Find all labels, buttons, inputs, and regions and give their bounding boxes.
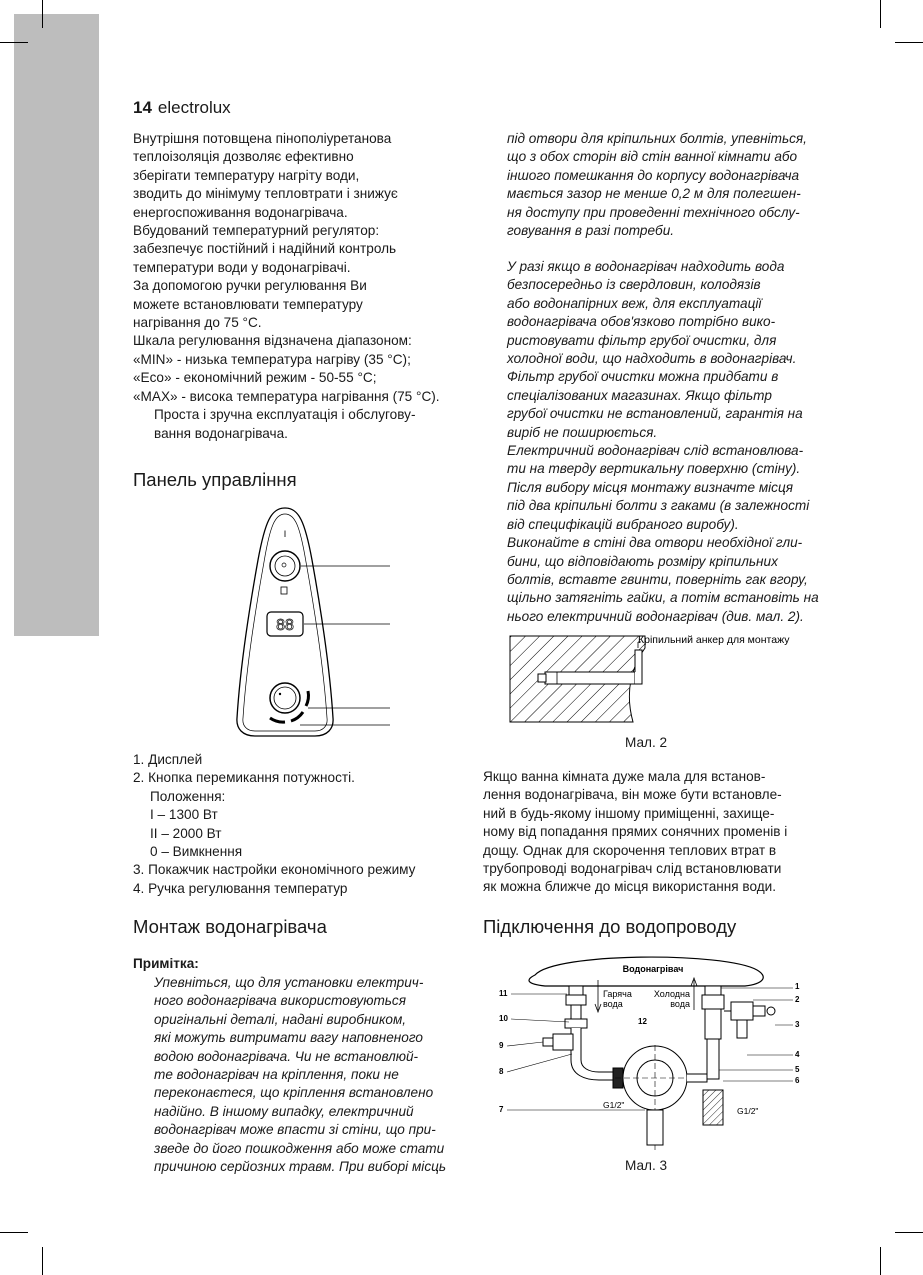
text-line: водонагрівач може впасти зі стіни, що при- bbox=[154, 1122, 436, 1138]
text-line: Якщо ванна кімната дуже мала для встанов- bbox=[483, 769, 766, 784]
list-item: 3. Покажчик настройки економічного режиму bbox=[133, 862, 416, 878]
col2-paragraph-2 bbox=[507, 258, 827, 626]
temperature-knob bbox=[270, 683, 300, 713]
cold-water-pipe bbox=[705, 1009, 721, 1039]
control-panel-figure bbox=[225, 500, 390, 745]
list-item: 0 – Вимкнення bbox=[150, 844, 243, 860]
callout-9: 9 bbox=[499, 1041, 504, 1050]
brand-name: electrolux bbox=[157, 98, 231, 117]
cold-water-label: Холодна bbox=[653, 989, 690, 999]
text-line: ристовувати фільтр грубої очистки, для bbox=[507, 332, 777, 348]
hot-water-pipe bbox=[571, 1028, 613, 1080]
control-panel-heading: Панель управління bbox=[133, 469, 297, 490]
figure-2-anchor bbox=[505, 628, 805, 738]
text-line: болтів, вставте гвинти, поверніть гак вгору, bbox=[507, 571, 808, 587]
page-number: 14 bbox=[133, 98, 152, 117]
intro-paragraph bbox=[133, 130, 478, 443]
list-item: I – 1300 Вт bbox=[150, 807, 218, 823]
text-line: виріб не поширюється. bbox=[507, 424, 658, 440]
anchor-nut bbox=[538, 674, 546, 682]
anchor-hook bbox=[635, 650, 642, 684]
side-tab bbox=[14, 14, 99, 636]
switch-top-label: I bbox=[283, 529, 287, 539]
text-line: бини, що відповідають розміру кріпильних bbox=[507, 553, 778, 569]
thread-right-label: G1/2" bbox=[737, 1106, 759, 1116]
list-item: 4. Ручка регулювання температур bbox=[133, 880, 348, 896]
text-line: те водонагрівач на кріплення, поки не bbox=[154, 1067, 399, 1083]
text-line: За допомогою ручки регулювання Ви bbox=[133, 278, 367, 294]
callout-1: 1 bbox=[795, 982, 800, 991]
text-line: трубопроводі водонагрівач слід встановлювати bbox=[483, 861, 782, 877]
text-line: говування в разі потреби. bbox=[507, 223, 675, 239]
text-line: температури води у водонагрівачі. bbox=[133, 259, 351, 275]
col2-paragraph-1 bbox=[507, 130, 827, 240]
anchor-label: Кріпильний анкер для монтажу bbox=[638, 634, 790, 646]
text-line: водонагрівача обов'язково потрібно вико- bbox=[507, 314, 776, 330]
col2-paragraph-3 bbox=[483, 768, 823, 897]
safety-valve bbox=[731, 1002, 753, 1020]
text-line: надійно. В іншому випадку, електричний bbox=[154, 1103, 414, 1119]
text-line: енергоспоживання водонагрівача. bbox=[133, 204, 348, 220]
text-line: «MIN» - низька температура нагріву (35 °С); bbox=[133, 351, 411, 367]
text-line: лення водонагрівача, він може бути встановле- bbox=[483, 787, 782, 803]
thread-left-label: G1/2" bbox=[603, 1100, 625, 1110]
text-line: іншого помешкання до корпусу водонагрівача bbox=[507, 167, 800, 183]
cold-water-label-2: вода bbox=[670, 999, 690, 1009]
text-line: забезпечує постійний і надійний контроль bbox=[133, 241, 397, 257]
text-line: зводить до мінімуму тепловтрати і знижує bbox=[133, 186, 398, 202]
text-line: під два кріпильні болти з гаками (в залежності bbox=[507, 498, 810, 514]
text-line: під отвори для кріпильних болтів, упевніться, bbox=[507, 131, 807, 146]
text-line: нагрівання до 75 °С. bbox=[133, 315, 262, 331]
text-line: Фільтр грубої очистки можна придбати в bbox=[507, 369, 779, 385]
text-line: оригінальні деталі, надані виробником, bbox=[154, 1011, 407, 1027]
note-title: Примітка: bbox=[133, 956, 199, 971]
text-line: водою водонагрівача. Чи не встановлюй- bbox=[154, 1048, 419, 1064]
text-line: грубої очистки не встановлений, гарантія на bbox=[507, 406, 803, 422]
text-line: як можна ближче до місця використання води. bbox=[483, 879, 777, 895]
callout-7: 7 bbox=[499, 1105, 504, 1114]
callout-10: 10 bbox=[499, 1014, 508, 1023]
text-line: Упевніться, що для установки електрич- bbox=[154, 975, 424, 990]
text-line: щільно затягніть гайки, а потім встановіть на bbox=[507, 590, 819, 606]
figure-3-plumbing bbox=[495, 950, 815, 1155]
text-line: нього електричний водонагрівач (див. мал. 2). bbox=[507, 608, 804, 624]
callout-8: 8 bbox=[499, 1067, 504, 1076]
text-line: Внутрішня потовщена пінополіуретанова bbox=[133, 131, 392, 146]
text-line: У разі якщо в водонагрівач надходить вода bbox=[507, 259, 785, 274]
callout-5: 5 bbox=[795, 1065, 800, 1074]
text-line: від специфікацій вибраного виробу). bbox=[507, 516, 739, 532]
page-header bbox=[133, 98, 231, 118]
text-line: Після вибору місця монтажу визначте місця bbox=[507, 479, 794, 495]
text-line: можете встановлювати температуру bbox=[133, 296, 363, 312]
list-item: 2. Кнопка перемикання потужності. bbox=[133, 770, 355, 786]
hot-valve bbox=[553, 1034, 573, 1050]
text-line: переконаєтеся, що кріплення встановлено bbox=[154, 1085, 434, 1101]
power-switch-button bbox=[270, 551, 300, 581]
plumbing-heading: Підключення до водопроводу bbox=[483, 916, 737, 937]
mounting-heading: Монтаж водонагрівача bbox=[133, 916, 327, 937]
text-line: зведе до його пошкодження або може стати bbox=[154, 1140, 445, 1156]
text-line: дощу. Однак для скорочення теплових втрат в bbox=[483, 842, 777, 858]
text-line: безпосередньо із свердловин, колодязів bbox=[507, 277, 761, 293]
text-line: Електричний водонагрівач слід встановлюва- bbox=[507, 443, 804, 459]
figure-3-caption: Мал. 3 bbox=[625, 1158, 668, 1173]
text-line: теплоізоляція дозволяє ефективно bbox=[133, 149, 354, 165]
text-line: «Eco» - економічний режим - 50-55 °С; bbox=[133, 370, 377, 386]
text-line: Шкала регулювання відзначена діапазоном: bbox=[133, 333, 412, 349]
text-line: або водонапірних веж, для експлуатації bbox=[507, 295, 762, 311]
text-line: холодної води, що надходить в водонагрівач. bbox=[507, 351, 797, 367]
text-line: Виконайте в стіні два отвори необхідної гли- bbox=[507, 535, 803, 551]
text-line: «MAX» - висока температура нагрівання (75 °С). bbox=[133, 388, 440, 404]
text-line: ня доступу при проведенні технічного обслу- bbox=[507, 204, 800, 220]
text-line: вання водонагрівача. bbox=[154, 425, 288, 441]
knob-marker bbox=[279, 693, 281, 695]
text-line: ний в будь-якому іншому приміщенні, захище- bbox=[483, 805, 775, 821]
text-line: зберігати температуру нагріту води, bbox=[133, 167, 360, 183]
callout-6: 6 bbox=[795, 1076, 800, 1085]
callout-2: 2 bbox=[795, 995, 800, 1004]
text-line: ного водонагрівача використовуються bbox=[154, 993, 406, 1009]
text-line: ному від попадання прямих сонячних променів і bbox=[483, 824, 788, 840]
callout-11: 11 bbox=[499, 989, 508, 998]
heater-label: Водонагрівач bbox=[622, 964, 684, 974]
callout-12: 12 bbox=[638, 1017, 647, 1026]
text-line: які можуть витримати вагу наповненого bbox=[154, 1030, 423, 1046]
text-line: Вбудований температурний регулятор: bbox=[133, 223, 380, 239]
text-line: мається зазор не менше 0,2 м для полегшен- bbox=[507, 186, 801, 202]
list-item: 1. Дисплей bbox=[133, 752, 203, 767]
hot-water-label-2: вода bbox=[603, 999, 623, 1009]
control-panel-list bbox=[133, 751, 478, 898]
list-item: II – 2000 Вт bbox=[150, 825, 222, 841]
text-line: причиною серйозних травм. При виборі місць bbox=[154, 1159, 447, 1175]
anchor-bolt bbox=[545, 672, 635, 684]
callout-4: 4 bbox=[795, 1050, 800, 1059]
mounting-note bbox=[154, 974, 484, 1176]
text-line: Проста і зручна експлуатація і обслугову- bbox=[154, 407, 416, 423]
figure-2-caption: Мал. 2 bbox=[625, 735, 668, 750]
text-line: ти на тверду вертикальну поверхню (стіну). bbox=[507, 461, 801, 477]
list-item: Положення: bbox=[150, 788, 226, 804]
callout-3: 3 bbox=[795, 1020, 800, 1029]
display-digits: 88 bbox=[276, 617, 294, 634]
hot-water-label: Гаряча bbox=[603, 989, 632, 999]
cold-thread bbox=[703, 1090, 723, 1125]
text-line: що з обох сторін від стін ванної кімнати або bbox=[507, 149, 798, 165]
text-line: спеціалізованих магазинах. Якщо фільтр bbox=[507, 387, 772, 403]
